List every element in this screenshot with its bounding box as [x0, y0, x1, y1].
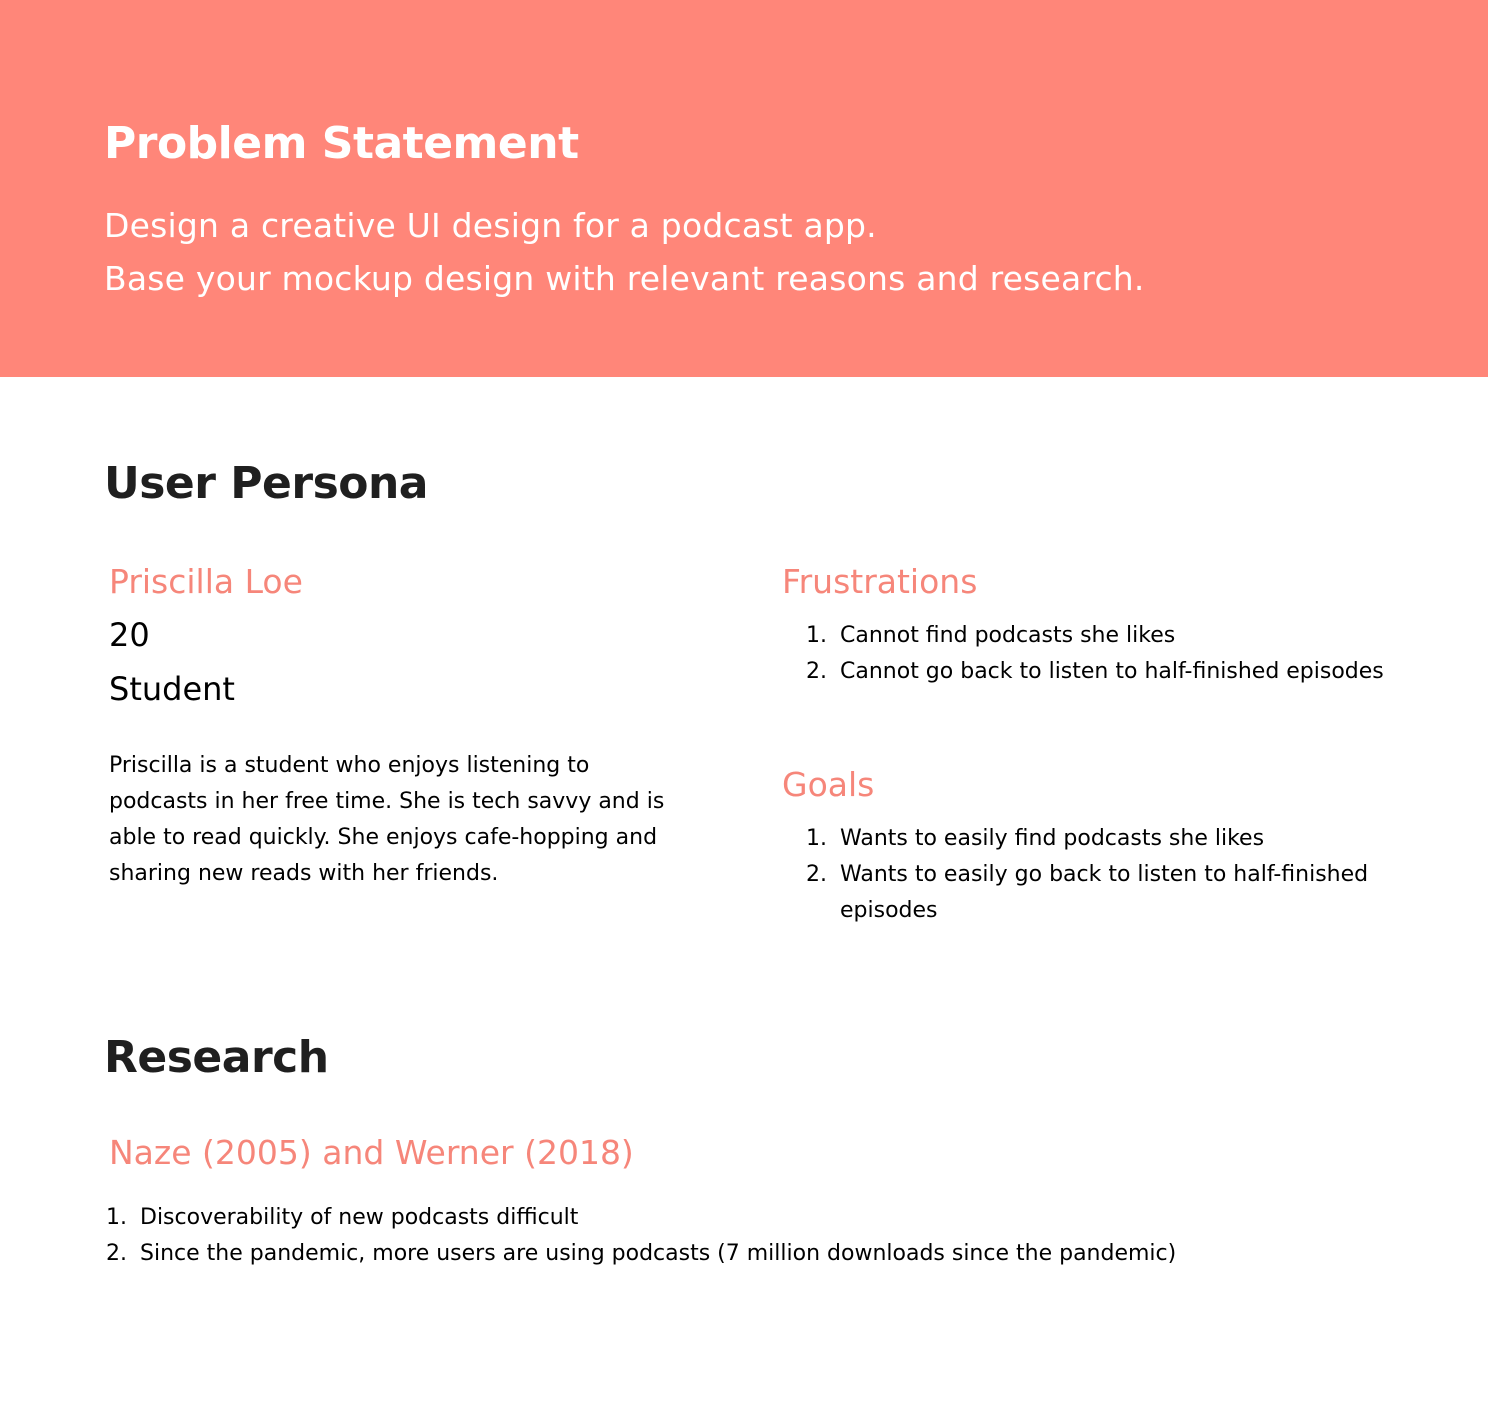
problem-statement-line-1: Design a creative UI design for a podcast app.: [104, 206, 877, 245]
problem-statement-banner: [0, 0, 1488, 377]
list-item: [806, 654, 1466, 690]
list-item: [106, 1236, 1466, 1272]
list-number: 2.: [106, 1241, 127, 1266]
list-number: 1.: [806, 623, 827, 648]
list-text: Discoverability of new podcasts difficult: [140, 1205, 579, 1230]
research-source: Naze (2005) and Werner (2018): [109, 1133, 634, 1172]
list-text: Cannot find podcasts she likes: [840, 623, 1176, 648]
problem-statement-title: Problem Statement: [104, 118, 579, 169]
list-number: 1.: [106, 1205, 127, 1230]
goals-list: [806, 821, 1466, 929]
list-text: Since the pandemic, more users are using podcasts (7 million downloads since the pandemic): [140, 1241, 1177, 1266]
list-item: [806, 857, 1466, 929]
list-item: [806, 618, 1466, 654]
list-number: 2.: [806, 659, 827, 684]
list-text: Wants to easily go back to listen to half-finished episodes: [840, 862, 1369, 923]
research-heading: Research: [104, 1032, 329, 1083]
list-text: Cannot go back to listen to half-finished episodes: [840, 659, 1384, 684]
problem-statement-line-2: Base your mockup design with relevant reasons and research.: [104, 259, 1145, 298]
persona-age: 20: [109, 616, 150, 654]
persona-name: Priscilla Loe: [109, 562, 303, 601]
frustrations-list: [806, 618, 1466, 690]
list-number: 1.: [806, 826, 827, 851]
frustrations-title: Frustrations: [782, 562, 978, 601]
persona-occupation: Student: [109, 670, 235, 708]
goals-title: Goals: [782, 765, 875, 804]
list-text: Wants to easily find podcasts she likes: [840, 826, 1265, 851]
user-persona-heading: User Persona: [104, 458, 428, 509]
list-item: [806, 821, 1466, 857]
list-number: 2.: [806, 862, 827, 887]
list-item: [106, 1200, 1466, 1236]
persona-bio: Priscilla is a student who enjoys listening to podcasts in her free time. She is tech savvy and is able to read quickly. She enjoys cafe-hopping and sharing new reads with her friends.: [109, 753, 665, 886]
research-list: [106, 1200, 1466, 1272]
